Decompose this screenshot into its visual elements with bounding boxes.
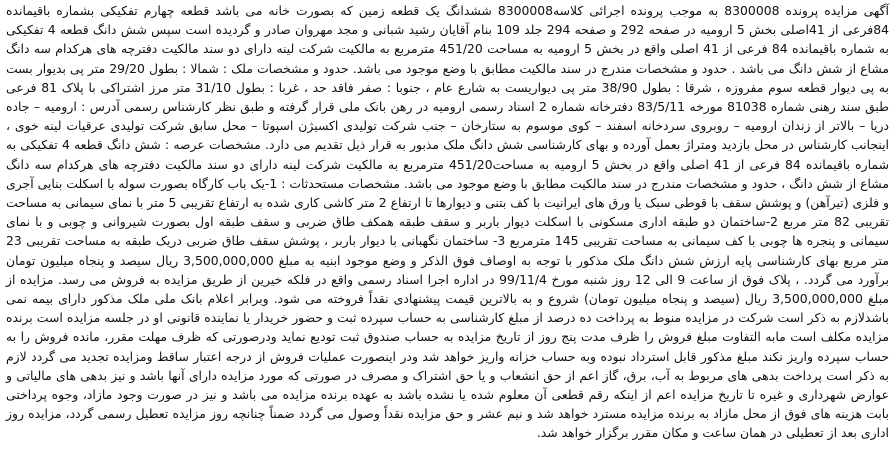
auction-notice-text: آگهی مزایده پرونده 8300008 به موجب پرونده اجرائی کلاسه8300008 ششدانگ یک قطعه زمین که بصورت خانه می باشد قطعه چهارم تفکیکی بشماره باقیمانده 84فرعی از 41اصلی بخش 5 ارومیه در صفحه 292 و صفحه 294 جلد 109 بنام آقایان رشید شبانی و مجد مهروان صادر و گردیده است سپس شش دانگ قطعه 4 تفکیکی به شماره باقیمانده 84 فرعی از 41 اصلی واقع در بخش 5 ارومیه به مساحت 451/20 مترمربع به مالکیت شرکت لینه دارای دو سند مالکیت دفترچه های هرکدام سه دانگ مشاع از شش دانگ می باشد . حدود و مشخصات مندرج در سند مالکیت مطابق با وضع موجود می باشد. حدود و مشخصات ملک : شمالا : بطول 29/20 متر پی بدیوار بست به پی دیوار قطعه سوم مفروزه ، شرقا : بطول 38/90 متر پی دیواریست به شارع عام ، جنوبا : صفر فاقد حد ، غربا : بطول 31/10 متر مرز اشتراکی با پلاک 81 فرعی طبق سند رهنی شماره 81038 مورخه 83/5/11 دفترخانه شماره 2 اسناد رسمی ارومیه در رهن بانک ملی قرار گرفته و طبق نظر کارشناس رسمی آدرس : ارومیه – جاده دریا – بالاتر از زندان ارومیه – روبروی سردخانه اسفند – کوی موسوم به ستارخان – جنب شرکت تولیدی اکسیژن اسپوتا – محل سابق شرکت تولیدی عرقیات لینه خوی ، اینجانب کارشناس در محل بازدید ومتراژ بعمل آورده و بهای کارشناسی شش دانگ ملک مذبور به قرار ذیل تقدیم می دارد. مشخصات عرصه : شش دانگ قطعه 4 تفکیکی به شماره باقیمانده 84 فرعی از 41 اصلی واقع در بخش 5 ارومیه به مساحت451/20 مترمربع به مالکیت شرکت لینه دارای دو سند مالکیت دفترچه های هرکدام سه دانگ مشاع از شش دانگ ، حدود و مشخصات مندرج در سند مالکیت مطابق با وضع موجود می باشد. مشخصات مستحدثات : 1-یک باب کارگاه بصورت سوله با اسکلت بنایی آجری و فلزی (تیرآهن) و پوشش سقف با قوطی سبک یا ورق های ایرانیت با کف بتنی و دیوارها تا ارتفاع 2 متر کاشی کاری شده به ارتفاع تقریبی 5 متر با نمای سیمانی به مساحت تقریبی 82 متر مربع 2-ساختمان دو طبقه اداری مسکونی با اسکلت دیوار باربر و سقف طبقه همکف طاق ضربی و سقف طبقه اول بصورت شیروانی و چوبی و با نمای سیمانی و پنجره ها چوبی با کف سیمانی به مساحت تقریبی 145 مترمربع 3- ساختمان نگهبانی با دیوار باربر ، پوشش سقف طاق ضربی دریک طبقه به مساحت تقریبی 23 متر مربع بهای کارشناسی پایه ارزش شش دانگ ملک مذکور با توجه به اوصاف فوق الذکر و وضع موجود ابنیه به مبلغ 3,500,000,000 ریال سیصد و پنجاه میلیون تومان برآورد می گردد. ، پلاک فوق از ساعت 9 الی 12 روز شنبه مورخ 99/11/4 در اداره اجرا اسناد رسمی واقع در فلکه خیرین از طریق مزایده به فروش می رسد. مزایده از مبلغ 3,500,000,000 ریال (سیصد و پنجاه میلیون تومان) شروع و به بالاترین قیمت پیشنهادی نقداً فروخته می شود. وبرابر اعلام بانک ملی ملک مذکور دارای بیمه نمی باشدلازم به ذکر است شرکت در مزایده منوط به پرداخت ده درصد از مبلغ کارشناسی به حساب سپرده ثبت و حضور خریدار یا نماینده قانونی او در جلسه مزایده است برنده مزایده مکلف است مابه التفاوت مبلغ فروش را ظرف مدت پنج روز از تاریخ مزایده به حساب صندوق ثبت تودیع نماید ودرصورتی که ظرف مهلت مقرر، مانده فروش را به حساب سپرده واریز نکند مبلغ مذکور قابل استرداد نبوده وبه حساب خزانه واریز خواهد شد ودر اینصورت عملیات فروش از درجه اعتبار ساقط ومزایده تجدید می گردد لازم به ذکر است پرداخت بدهی های مربوط به آب، برق، گاز اعم از حق انشعاب و یا حق اشتراک و مصرف در صورتی که مورد مزایده دارای آنها باشد و نیز بدهی های مالیاتی و عوارض شهرداری و غیره تا تاریخ مزایده اعم از اینکه رقم قطعی آن معلوم شده یا نشده باشد به عهده برنده مزایده می باشد و نیز در صورت وجود مازاد، وجوه پرداختی بابت هزینه های فوق از محل مازاد به برنده مزایده مسترد خواهد شد و نیم عشر و حق مزایده نقداً وصول می گردد ضمناً چنانچه روز مزایده تعطیل رسمی گردد، مزایده روز اداری بعد از تعطیلی در همان ساعت و مکان مقرر برگزار خواهد شد. — [6, 3, 890, 441]
